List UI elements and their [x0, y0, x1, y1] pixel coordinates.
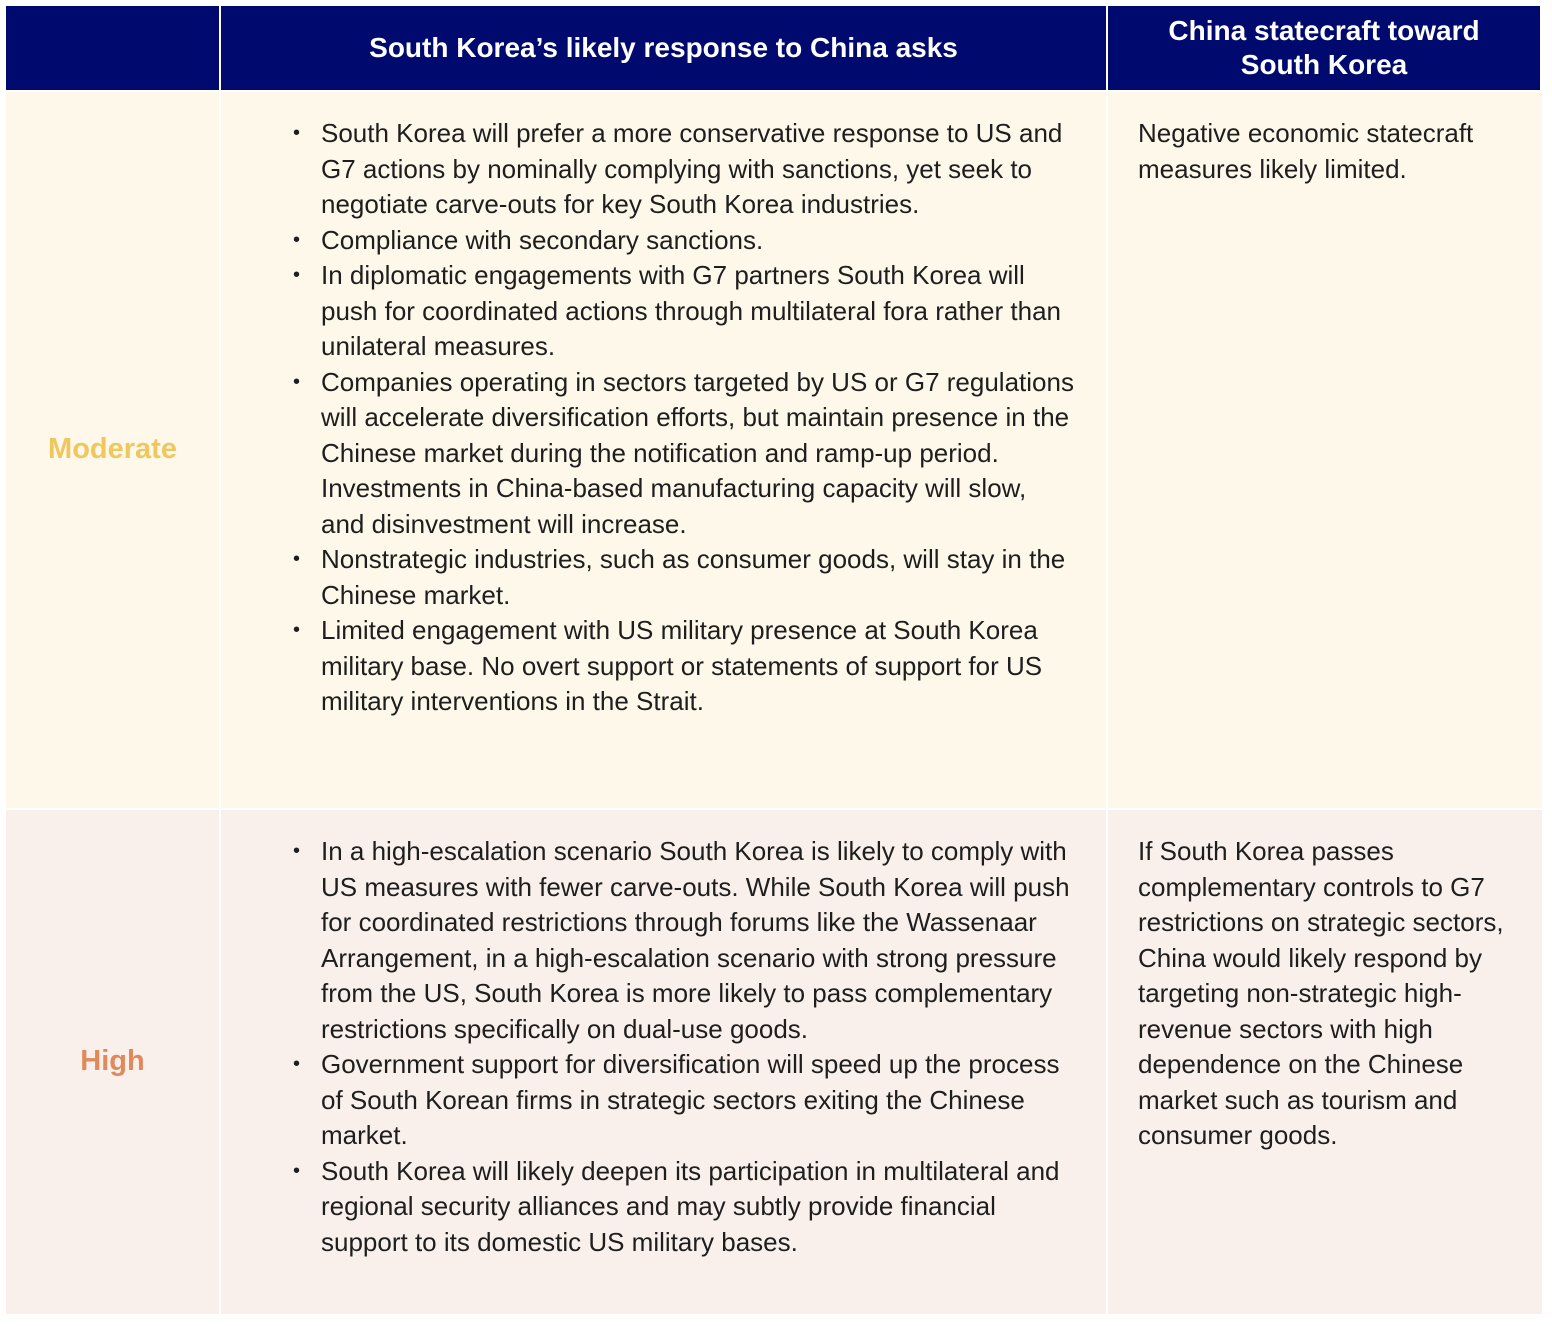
bullet-icon: • — [293, 1159, 301, 1182]
response-moderate-list — [221, 92, 1106, 742]
list-item-text: In diplomatic engagements with G7 partners South Korea will push for coordinated actions through multilateral fora rather than unilateral measures. — [321, 260, 1061, 361]
level-moderate — [6, 90, 221, 808]
statecraft-high-text: If South Korea passes complementary controls to G7 restrictions on strategic sectors, China would likely respond by targeting non-strategic high-revenue sectors with high dependence on the Chinese market such as tourism and consumer goods. — [1138, 836, 1504, 1150]
list-item-text: Companies operating in sectors targeted by US or G7 regulations will accelerate diversification efforts, but maintain presence in the Chinese market during the notification and ramp-up period. Investments in China-based manufacturing capacity will slow, and disinvestment will increase. — [321, 366, 1074, 539]
list-item — [293, 1154, 1076, 1261]
response-moderate — [221, 90, 1108, 808]
bullet-icon: • — [293, 228, 301, 251]
bullet-icon: • — [293, 840, 301, 862]
bullet-icon: • — [293, 548, 301, 570]
bullet-icon: • — [293, 1053, 301, 1075]
bullet-icon: • — [293, 264, 301, 286]
level-high-label: High — [80, 1045, 145, 1078]
list-item-text: South Korea will likely deepen its participation in multilateral and regional security alliances and may subtly provide financial support to its domestic US military bases. — [321, 1155, 1060, 1257]
list-item-text: In a high-escalation scenario South Korea is likely to comply with US measures with fewer carve-outs. While South Korea will push for coordinated restrictions through forums like the Wassenaar Arrangement, in a high-escalation scenario with strong pressure from the US, South Korea is more likely to pass complementary restrictions specifically on dual-use goods. — [321, 836, 1070, 1044]
header-response-label: South Korea’s likely response to China asks — [369, 32, 958, 63]
list-item — [293, 542, 1076, 613]
list-item-text: Government support for diversification will speed up the process of South Korean firms in strategic sectors exiting the Chinese market. — [321, 1049, 1060, 1150]
list-item — [293, 1047, 1076, 1154]
list-item-text: Compliance with secondary sanctions. — [321, 224, 764, 255]
bullet-icon: • — [293, 619, 301, 641]
level-moderate-label: Moderate — [48, 433, 177, 466]
scenario-table — [6, 6, 1542, 1314]
list-item — [293, 613, 1076, 720]
list-item — [293, 258, 1076, 365]
bullet-icon: • — [293, 370, 301, 393]
level-high — [6, 808, 221, 1314]
statecraft-moderate — [1108, 90, 1542, 808]
header-level-cell — [6, 6, 221, 90]
list-item — [293, 116, 1076, 223]
list-item-text: Nonstrategic industries, such as consumer goods, will stay in the Chinese market. — [321, 544, 1066, 610]
list-item-text: South Korea will prefer a more conservative response to US and G7 actions by nominally complying with sanctions, yet seek to negotiate carve-outs for key South Korea industries. — [321, 118, 1063, 219]
list-item — [293, 365, 1076, 543]
response-high — [221, 808, 1108, 1314]
list-item — [293, 834, 1076, 1047]
header-statecraft-label: China statecraft toward South Korea — [1168, 15, 1480, 80]
header-response — [221, 6, 1108, 90]
list-item-text: Limited engagement with US military presence at South Korea military base. No overt support or statements of support for US military interventions in the Strait. — [321, 615, 1043, 716]
response-high-list — [221, 810, 1106, 1282]
header-statecraft — [1108, 6, 1542, 90]
bullet-icon: • — [293, 122, 301, 144]
statecraft-high — [1108, 808, 1542, 1314]
list-item — [293, 223, 1076, 259]
statecraft-moderate-text: Negative economic statecraft measures likely limited. — [1138, 118, 1474, 184]
